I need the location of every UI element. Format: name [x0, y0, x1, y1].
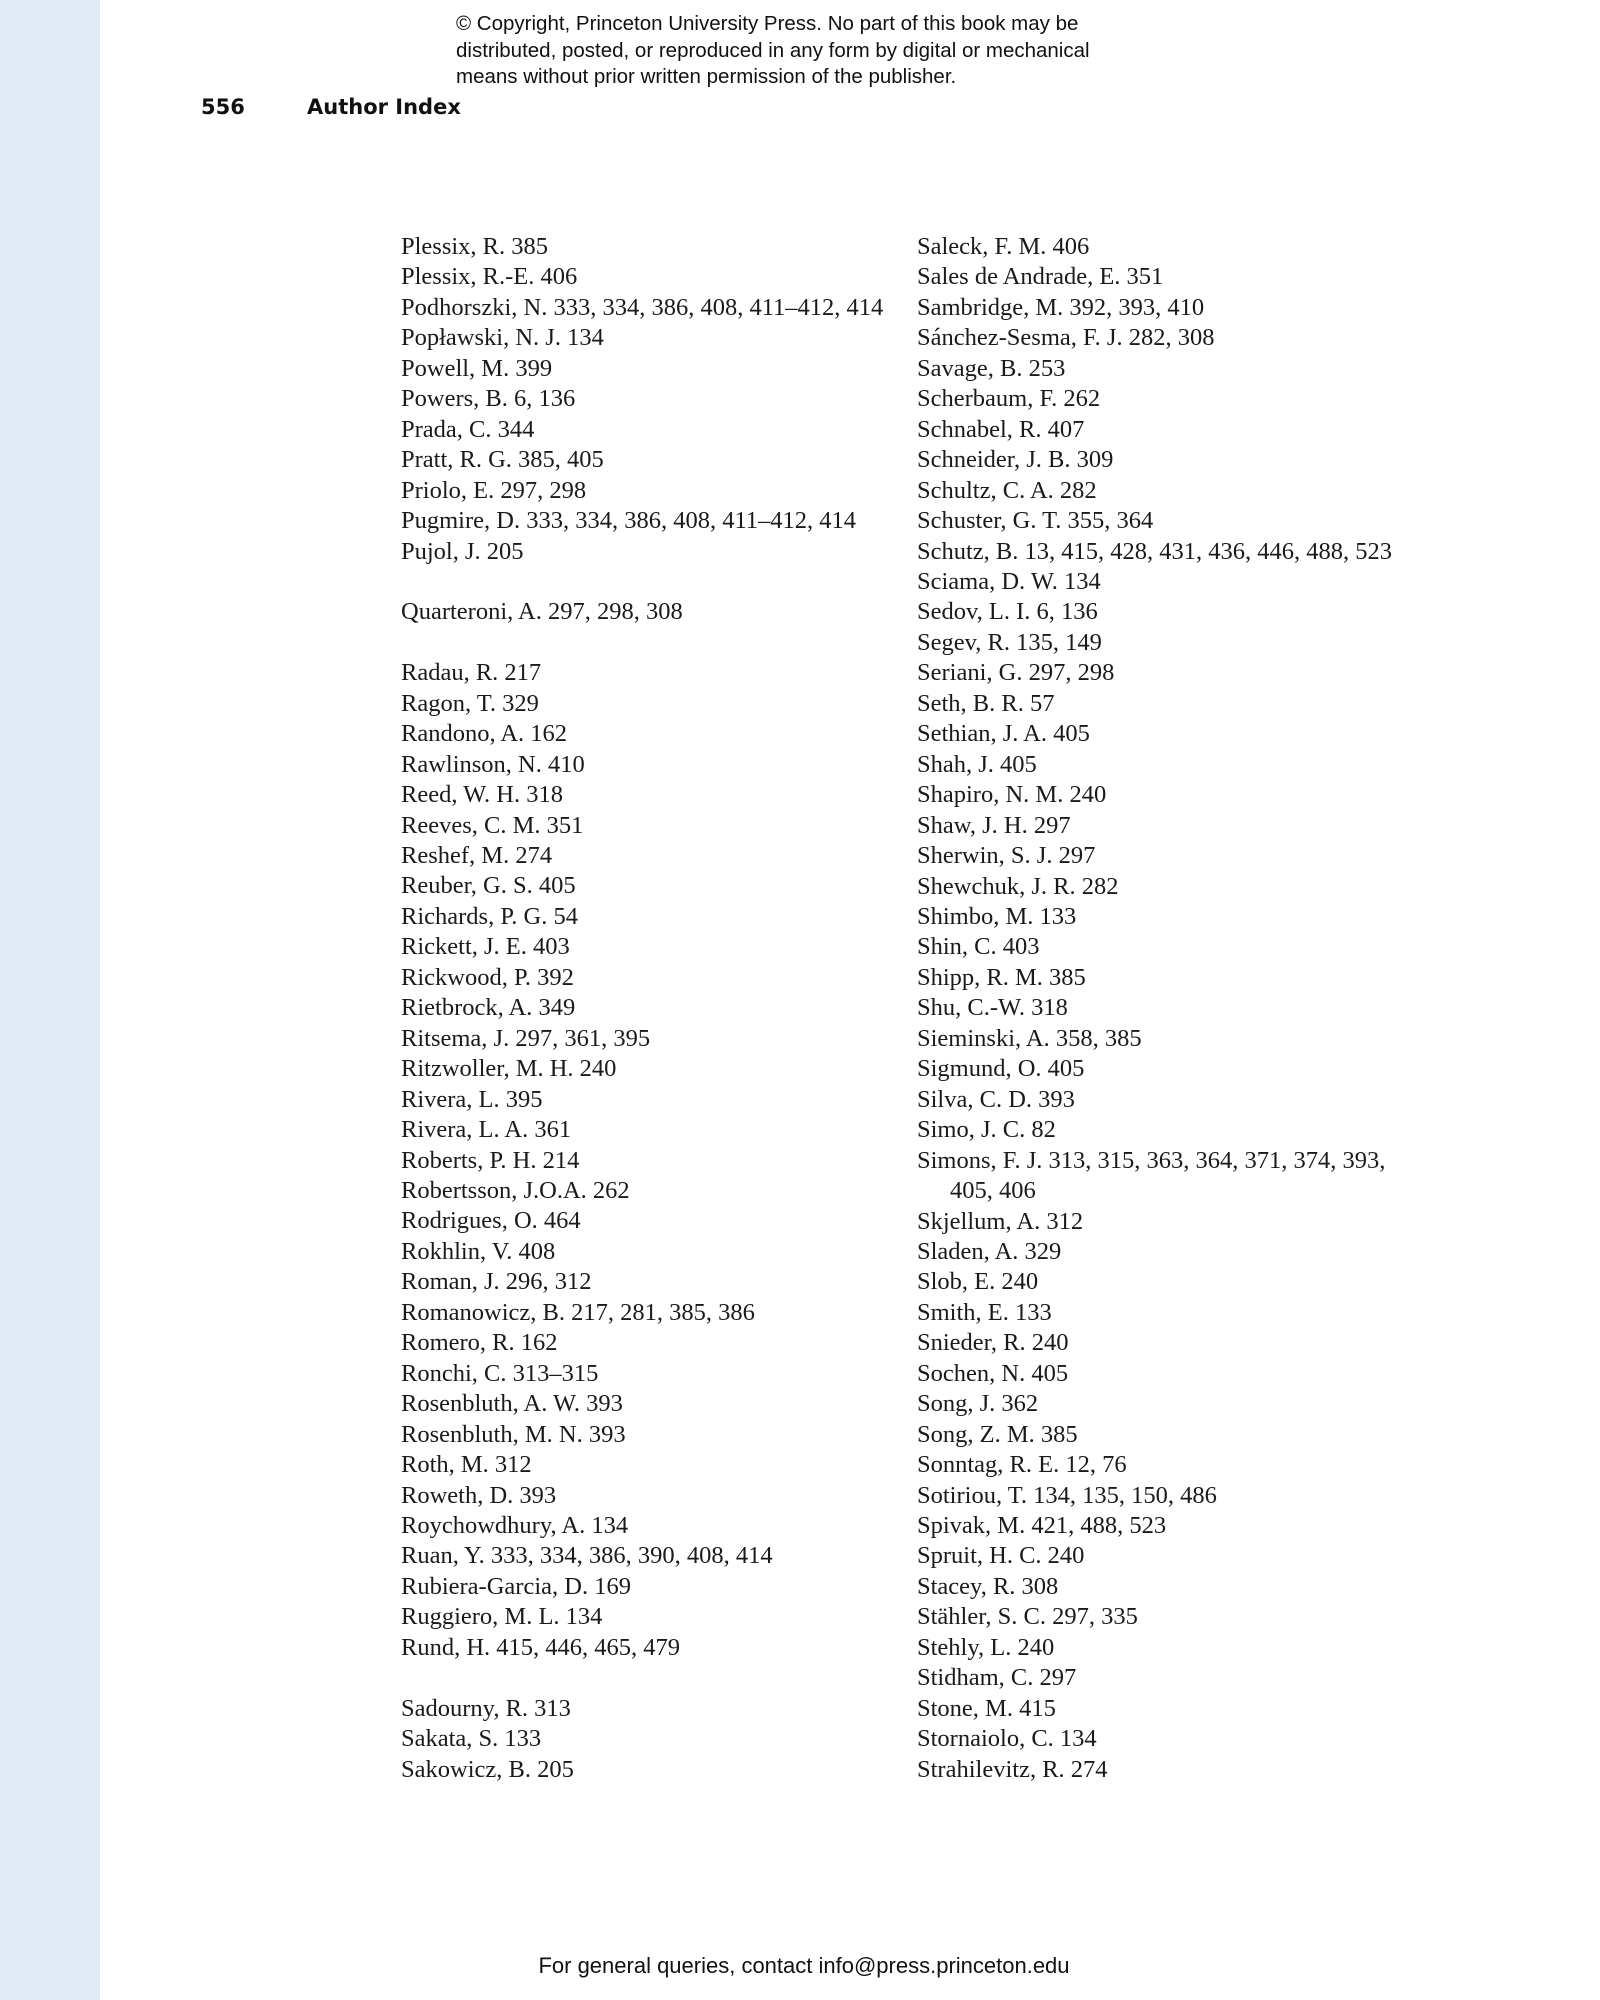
- index-entry: Sieminski, A. 358, 385: [917, 1024, 1142, 1052]
- index-entry: Sedov, L. I. 6, 136: [917, 598, 1098, 626]
- page-number: 556: [201, 95, 245, 119]
- section-title: Author Index: [307, 95, 461, 119]
- index-entry: Richards, P. G. 54: [401, 902, 578, 930]
- index-column-right: [917, 232, 1417, 1785]
- index-entry: Plessix, R.-E. 406: [401, 263, 578, 291]
- index-entry: Ruggiero, M. L. 134: [401, 1603, 603, 1631]
- index-entry: Prada, C. 344: [401, 415, 535, 443]
- index-entry: Reeves, C. M. 351: [401, 811, 584, 839]
- running-head: [0, 95, 1600, 125]
- index-entry: Rokhlin, V. 408: [401, 1237, 556, 1265]
- index-entry: Shimbo, M. 133: [917, 902, 1077, 930]
- index-entry: Plessix, R. 385: [401, 233, 549, 260]
- index-entry: Ronchi, C. 313–315: [401, 1359, 599, 1387]
- index-entry: Snieder, R. 240: [917, 1329, 1069, 1357]
- index-entry: Schuster, G. T. 355, 364: [917, 507, 1154, 535]
- index-entry: Skjellum, A. 312: [917, 1207, 1084, 1235]
- index-entry: Spruit, H. C. 240: [917, 1542, 1085, 1570]
- index-entry: Ragon, T. 329: [401, 689, 539, 717]
- index-entry: Rivera, L. 395: [401, 1085, 543, 1113]
- index-entry: Ritzwoller, M. H. 240: [401, 1055, 617, 1083]
- copyright-notice: [456, 11, 1216, 91]
- index-entry: Strahilevitz, R. 274: [917, 1755, 1108, 1783]
- copyright-line: means without prior written permission of the publisher.: [456, 65, 957, 88]
- index-entry: Sethian, J. A. 405: [917, 720, 1090, 748]
- index-entry: Randono, A. 162: [401, 720, 568, 748]
- index-entry: Shaw, J. H. 297: [917, 811, 1071, 839]
- index-entry: Smith, E. 133: [917, 1298, 1052, 1326]
- index-entry: Rodrigues, O. 464: [401, 1207, 581, 1235]
- index-entry: Shipp, R. M. 385: [917, 963, 1086, 991]
- index-entry-continuation: 405, 406: [950, 1177, 1036, 1205]
- index-entry: Ritsema, J. 297, 361, 395: [401, 1024, 651, 1052]
- index-entry: Roman, J. 296, 312: [401, 1268, 592, 1296]
- index-entry: Sadourny, R. 313: [401, 1694, 571, 1722]
- index-entry: Sonntag, R. E. 12, 76: [917, 1451, 1127, 1479]
- index-entry: Simons, F. J. 313, 315, 363, 364, 371, 374, 393,: [917, 1146, 1386, 1174]
- index-entry: Stornaiolo, C. 134: [917, 1725, 1097, 1753]
- index-entry: Rosenbluth, M. N. 393: [401, 1420, 626, 1448]
- index-entry: Sánchez-Sesma, F. J. 282, 308: [917, 324, 1215, 352]
- index-entry: Reuber, G. S. 405: [401, 872, 576, 900]
- footer-contact: For general queries, contact info@press.princeton.edu: [538, 1953, 1070, 1978]
- index-entry: Romanowicz, B. 217, 281, 385, 386: [401, 1298, 755, 1326]
- index-entry: Savage, B. 253: [917, 354, 1066, 382]
- index-entry: Sambridge, M. 392, 393, 410: [917, 293, 1205, 321]
- index-entry: Reed, W. H. 318: [401, 781, 563, 809]
- index-entry: Powell, M. 399: [401, 354, 553, 382]
- index-entry: Pujol, J. 205: [401, 537, 524, 565]
- index-entry: Shah, J. 405: [917, 750, 1037, 778]
- index-entry: Saleck, F. M. 406: [917, 233, 1090, 260]
- index-entry: Sakowicz, B. 205: [401, 1755, 574, 1783]
- index-entry: Podhorszki, N. 333, 334, 386, 408, 411–412, 414: [401, 293, 884, 321]
- index-entry: Stehly, L. 240: [917, 1633, 1055, 1661]
- index-entry: Simo, J. C. 82: [917, 1116, 1056, 1144]
- index-entry: Shapiro, N. M. 240: [917, 781, 1107, 809]
- index-entry: Shewchuk, J. R. 282: [917, 872, 1119, 900]
- index-entry: Shin, C. 403: [917, 933, 1040, 961]
- index-entry: Quarteroni, A. 297, 298, 308: [401, 598, 683, 626]
- copyright-line: © Copyright, Princeton University Press. No part of this book may be: [456, 12, 1079, 35]
- index-entry: Seriani, G. 297, 298: [917, 659, 1115, 687]
- index-entry: Roweth, D. 393: [401, 1481, 557, 1509]
- index-entry: Seth, B. R. 57: [917, 689, 1055, 717]
- index-entry: Sales de Andrade, E. 351: [917, 263, 1164, 291]
- letter-group-gap: [401, 628, 881, 658]
- index-entry: Slob, E. 240: [917, 1268, 1039, 1296]
- index-entry: Sigmund, O. 405: [917, 1055, 1085, 1083]
- index-entry: Rubiera-Garcia, D. 169: [401, 1572, 631, 1600]
- index-entry: Stacey, R. 308: [917, 1572, 1059, 1600]
- index-entry: Stähler, S. C. 297, 335: [917, 1603, 1138, 1631]
- index-entry: Rickett, J. E. 403: [401, 933, 570, 961]
- index-entry: Silva, C. D. 393: [917, 1085, 1075, 1113]
- index-entry: Scherbaum, F. 262: [917, 385, 1101, 413]
- index-entry: Stone, M. 415: [917, 1694, 1056, 1722]
- index-entry: Pugmire, D. 333, 334, 386, 408, 411–412, 414: [401, 507, 857, 535]
- index-entry: Shu, C.-W. 318: [917, 994, 1068, 1022]
- index-entry: Roychowdhury, A. 134: [401, 1512, 629, 1539]
- index-entry: Song, Z. M. 385: [917, 1420, 1078, 1448]
- index-entry: Pratt, R. G. 385, 405: [401, 446, 604, 474]
- letter-group-gap: [401, 1663, 881, 1693]
- index-entry: Rickwood, P. 392: [401, 963, 574, 991]
- index-entry: Roth, M. 312: [401, 1451, 532, 1479]
- index-entry: Sciama, D. W. 134: [917, 567, 1101, 595]
- copyright-line: distributed, posted, or reproduced in any form by digital or mechanical: [456, 38, 1090, 62]
- index-entry: Sochen, N. 405: [917, 1359, 1069, 1387]
- index-entry: Priolo, E. 297, 298: [401, 476, 587, 504]
- index-entry: Romero, R. 162: [401, 1329, 558, 1357]
- index-entry: Robertsson, J.O.A. 262: [401, 1177, 630, 1205]
- page-margin-strip: [0, 0, 100, 2000]
- index-entry: Powers, B. 6, 136: [401, 385, 576, 413]
- index-entry: Schneider, J. B. 309: [917, 446, 1114, 474]
- index-entry: Stidham, C. 297: [917, 1664, 1077, 1692]
- index-entry: Sherwin, S. J. 297: [917, 842, 1096, 870]
- index-entry: Reshef, M. 274: [401, 842, 553, 870]
- index-entry: Schnabel, R. 407: [917, 415, 1085, 443]
- index-entry: Popławski, N. J. 134: [401, 324, 604, 352]
- index-entry: Rosenbluth, A. W. 393: [401, 1390, 623, 1418]
- index-entry: Rietbrock, A. 349: [401, 994, 576, 1022]
- index-entry: Rund, H. 415, 446, 465, 479: [401, 1633, 681, 1661]
- index-entry: Rivera, L. A. 361: [401, 1116, 572, 1144]
- letter-group-gap: [401, 567, 881, 597]
- index-entry: Spivak, M. 421, 488, 523: [917, 1512, 1167, 1540]
- index-entry: Schultz, C. A. 282: [917, 476, 1097, 504]
- index-entry: Sladen, A. 329: [917, 1237, 1062, 1265]
- index-entry: Radau, R. 217: [401, 659, 542, 687]
- index-entry: Roberts, P. H. 214: [401, 1146, 580, 1174]
- index-entry: Ruan, Y. 333, 334, 386, 390, 408, 414: [401, 1542, 773, 1570]
- index-column-left: [401, 232, 884, 1785]
- index-entry: Schutz, B. 13, 415, 428, 431, 436, 446, 488, 523: [917, 537, 1393, 565]
- index-entry: Rawlinson, N. 410: [401, 750, 585, 778]
- index-entry: Sakata, S. 133: [401, 1725, 542, 1753]
- index-entry: Song, J. 362: [917, 1390, 1039, 1418]
- index-entry: Sotiriou, T. 134, 135, 150, 486: [917, 1481, 1217, 1509]
- index-entry: Segev, R. 135, 149: [917, 628, 1102, 656]
